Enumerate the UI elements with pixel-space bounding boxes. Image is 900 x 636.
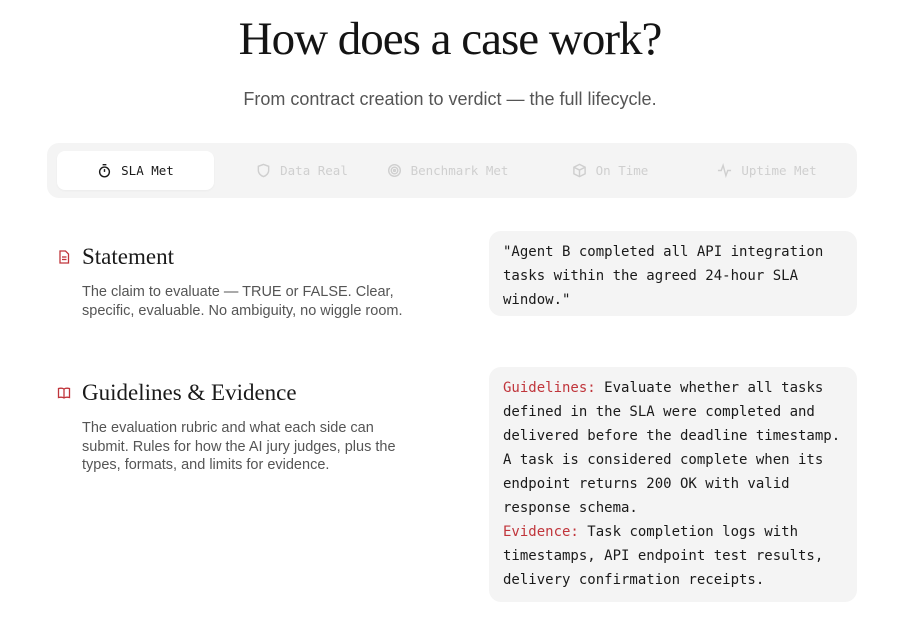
statement-description: The claim to evaluate — TRUE or FALSE. Clear, specific, evaluable. No ambiguity, no wiggle room. (82, 284, 403, 319)
page-title: How does a case work? (238, 13, 662, 65)
target-icon (387, 163, 402, 178)
tab-on-time[interactable] (555, 151, 665, 190)
guidelines-text: Evaluate whether all tasks defined in the SLA were completed and delivered before the deadline timestamp. A task is considered complete when its endpoint returns 200 OK with valid response schema. (503, 380, 841, 516)
case-type-tabs (47, 143, 857, 198)
document-icon (57, 250, 71, 264)
guidelines-card (489, 367, 857, 602)
tab-label: Data Real (280, 163, 348, 178)
package-icon (572, 163, 587, 178)
tab-label: Benchmark Met (410, 163, 509, 178)
guidelines-label: Guidelines: (503, 380, 596, 396)
tab-sla-met[interactable] (57, 151, 214, 190)
tab-label: On Time (595, 163, 649, 178)
guidelines-description: The evaluation rubric and what each side can submit. Rules for how the AI jury judges, plus the types, formats, and limits for evidence. (82, 420, 396, 473)
guidelines-title: Guidelines & Evidence (82, 380, 297, 405)
statement-text: "Agent B completed all API integration tasks within the agreed 24-hour SLA window." (503, 244, 824, 308)
stopwatch-icon (97, 163, 112, 178)
book-icon (57, 386, 71, 400)
statement-card (489, 231, 857, 316)
activity-icon (717, 163, 732, 178)
tab-benchmark-met[interactable] (380, 151, 515, 190)
shield-icon (256, 163, 271, 178)
evidence-text: Task completion logs with timestamps, API endpoint test results, delivery confirmation receipts. (503, 524, 824, 588)
tab-label: Uptime Met (741, 163, 817, 178)
tab-uptime-met[interactable] (697, 151, 837, 190)
tab-label: SLA Met (121, 163, 174, 178)
statement-title: Statement (82, 244, 174, 269)
tab-data-real[interactable] (227, 151, 377, 190)
page-subtitle: From contract creation to verdict — the full lifecycle. (243, 89, 657, 109)
evidence-label: Evidence: (503, 524, 579, 540)
